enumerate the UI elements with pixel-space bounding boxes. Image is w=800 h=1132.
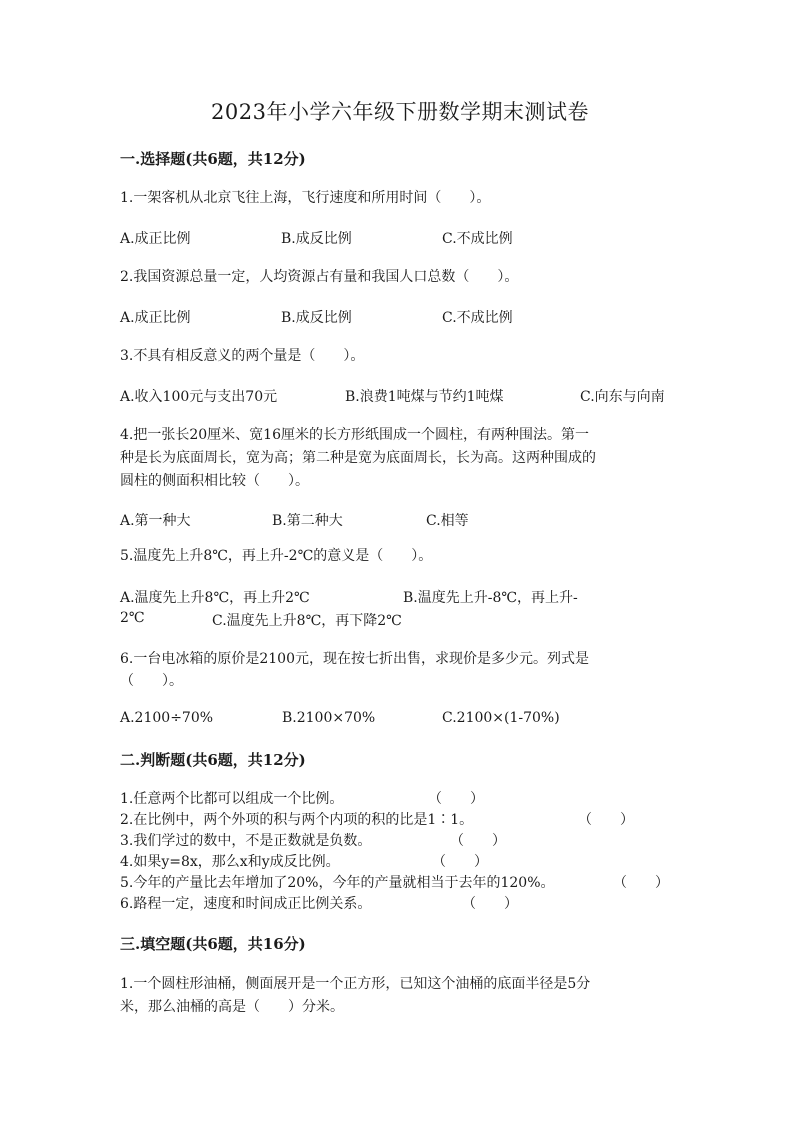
fill-blank-line: 1.一个圆柱形油桶，侧面展开是一个正方形，已知这个油桶的底面半径是5分 <box>120 976 591 992</box>
answer-bracket: （ ） <box>578 812 634 828</box>
judgement-item: 3.我们学过的数中，不是正数就是负数。 <box>120 833 372 849</box>
option-c: C.温度先上升8℃，再下降2℃ <box>212 613 402 629</box>
question-stem: 1.一架客机从北京飞往上海，飞行速度和所用时间（ ）。 <box>120 190 491 206</box>
option-a: A.成正比例 <box>120 310 191 326</box>
judgement-item: 4.如果y=8x，那么x和y成反比例。 <box>120 854 340 870</box>
question-stem-line: 种是长为底面周长，宽为高；第二种是宽为底面周长，长为高。这两种围成的 <box>120 450 596 466</box>
option-b: B.温度先上升-8℃，再上升- <box>403 590 578 606</box>
option-a: A.第一种大 <box>120 513 191 529</box>
option-c: C.不成比例 <box>442 310 513 326</box>
option-c: C.向东与向南 <box>580 389 665 405</box>
answer-bracket: （ ） <box>613 875 669 891</box>
option-b-continued: 2℃ <box>120 610 145 626</box>
answer-bracket: （ ） <box>432 854 488 870</box>
question-stem: 2.我国资源总量一定，人均资源占有量和我国人口总数（ ）。 <box>120 269 519 285</box>
question-stem-line: 6.一台电冰箱的原价是2100元，现在按七折出售，求现价是多少元。列式是 <box>120 651 589 667</box>
question-stem-line: 圆柱的侧面积相比较（ ）。 <box>120 473 309 489</box>
page-title: 2023年小学六年级下册数学期末测试卷 <box>211 100 589 124</box>
option-b: B.成反比例 <box>281 231 352 247</box>
question-stem-line: 4.把一张长20厘米、宽16厘米的长方形纸围成一个圆柱，有两种围法。第一 <box>120 427 589 443</box>
option-b: B.浪费1吨煤与节约1吨煤 <box>345 389 504 405</box>
question-stem: 3.不具有相反意义的两个量是（ ）。 <box>120 348 365 364</box>
option-a: A.收入100元与支出70元 <box>120 389 278 405</box>
question-stem: 5.温度先上升8℃，再上升-2℃的意义是（ ）。 <box>120 548 433 564</box>
option-c: C.2100×(1-70%) <box>442 710 560 726</box>
answer-bracket: （ ） <box>428 791 484 807</box>
option-a: A.温度先上升8℃，再上升2℃ <box>120 590 310 606</box>
answer-bracket: （ ） <box>450 833 506 849</box>
option-a: A.2100÷70% <box>120 710 214 726</box>
option-b: B.2100×70% <box>282 710 376 726</box>
section-heading-fill-blank: 三.填空题(共6题，共16分) <box>120 935 306 953</box>
section-heading-choice: 一.选择题(共6题，共12分) <box>120 150 306 168</box>
option-c: C.相等 <box>426 513 469 529</box>
fill-blank-line: 米，那么油桶的高是（ ）分米。 <box>120 999 344 1015</box>
judgement-item: 1.任意两个比都可以组成一个比例。 <box>120 791 344 807</box>
judgement-item: 2.在比例中，两个外项的积与两个内项的积的比是1∶1。 <box>120 812 474 828</box>
question-stem-line: （ ）。 <box>120 673 183 689</box>
option-c: C.不成比例 <box>442 231 513 247</box>
section-heading-judgement: 二.判断题(共6题，共12分) <box>120 751 306 769</box>
judgement-item: 6.路程一定，速度和时间成正比例关系。 <box>120 896 372 912</box>
option-a: A.成正比例 <box>120 231 191 247</box>
option-b: B.成反比例 <box>281 310 352 326</box>
answer-bracket: （ ） <box>462 896 518 912</box>
option-b: B.第二种大 <box>272 513 343 529</box>
judgement-item: 5.今年的产量比去年增加了20%，今年的产量就相当于去年的120%。 <box>120 875 555 891</box>
